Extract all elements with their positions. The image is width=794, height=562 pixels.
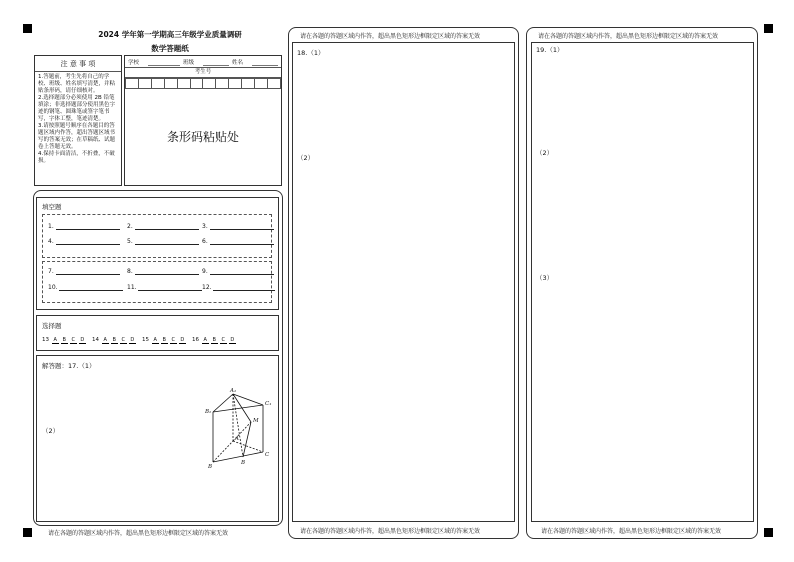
question-label: 18.（1） — [297, 49, 325, 57]
choice-question[interactable]: 15 A B C D — [142, 337, 185, 343]
fill-item[interactable]: 8. — [127, 268, 199, 275]
page-subtitle: 数学答题纸 — [151, 44, 189, 53]
positioning-mark — [23, 24, 32, 33]
figure-label: B — [208, 464, 213, 470]
choice-question[interactable]: 13 A B C D — [42, 337, 85, 343]
class-label: 班级 — [183, 59, 195, 66]
fill-item[interactable]: 11. — [127, 284, 202, 291]
notice-item: 4.保持卡面清洁，不折叠，不破损。 — [38, 151, 115, 164]
solve-part-2: （2） — [42, 427, 60, 435]
positioning-mark — [764, 528, 773, 537]
question-label: 19.（1） — [536, 46, 564, 54]
notice-item: 2.选择题部分必须使用 2B 铅笔填涂；非选择题部分使用黑色字迹的钢笔、圆珠笔或签字笔书写，字体工整，笔迹清楚。 — [38, 95, 116, 122]
name-label: 姓名 — [232, 59, 244, 66]
fill-item[interactable]: 10. — [48, 284, 123, 291]
figure-label: A₁ — [230, 388, 237, 394]
choice-section-title: 选择题 — [42, 322, 62, 330]
fill-section-title: 填空题 — [42, 203, 62, 211]
fill-section — [36, 197, 279, 310]
fill-item[interactable]: 4. — [48, 238, 120, 245]
notice-item: 3.请按照题号顺序在各题目的答题区域内作答，超出答题区域书写的答案无效；在草稿纸、试题卷上答题无效。 — [38, 123, 116, 150]
exam-number-label: 考生号 — [125, 68, 281, 78]
fill-item[interactable]: 12. — [202, 284, 275, 291]
page-title: 2024 学年第一学期高三年级学业质量调研 — [98, 30, 242, 39]
warning-text: 请在各题的答题区域内作答，超出黑色矩形边框限定区域的答案无效 — [300, 528, 481, 535]
warning-text: 请在各题的答题区域内作答，超出黑色矩形边框限定区域的答案无效 — [48, 530, 229, 537]
notice-item: 1.答题前，考生先将自己的学校、班级、姓名填写清楚，并粘贴条形码，请仔细核对。 — [38, 74, 116, 94]
notice-title: 注 意 事 项 — [35, 56, 121, 72]
prism-figure — [203, 386, 275, 470]
choice-question[interactable]: 16 A B C D — [192, 337, 235, 343]
fill-item[interactable]: 7. — [48, 268, 120, 275]
answer-area-19[interactable] — [531, 42, 754, 522]
figure-label: A — [235, 436, 239, 442]
fill-item[interactable]: 9. — [202, 268, 274, 275]
question-part: （2） — [297, 154, 315, 162]
barcode-area: 条形码粘贴处 — [166, 130, 239, 144]
fill-item[interactable]: 6. — [202, 238, 274, 245]
school-label: 学校 — [128, 59, 140, 66]
choice-row — [42, 337, 237, 344]
question-part: （3） — [536, 274, 554, 282]
answer-area-18[interactable] — [292, 42, 515, 522]
solve-section[interactable] — [36, 355, 279, 522]
fill-item[interactable]: 5. — [127, 238, 199, 245]
positioning-mark — [23, 528, 32, 537]
warning-text: 请在各题的答题区域内作答，超出黑色矩形边框限定区域的答案无效 — [538, 33, 719, 40]
choice-section — [36, 315, 279, 351]
notice-box — [34, 55, 122, 186]
figure-label: M — [253, 418, 259, 424]
fill-item[interactable]: 2. — [127, 223, 199, 230]
question-part: （2） — [536, 149, 554, 157]
fill-item[interactable]: 3. — [202, 223, 274, 230]
student-info-box — [124, 55, 282, 186]
figure-label: C₁ — [265, 401, 272, 407]
figure-label: B₁ — [205, 409, 212, 415]
positioning-mark — [764, 24, 773, 33]
fill-group-1 — [42, 214, 272, 258]
figure-label: B — [241, 460, 246, 466]
warning-text: 请在各题的答题区域内作答，超出黑色矩形边框限定区域的答案无效 — [541, 528, 722, 535]
choice-question[interactable]: 14 A B C D — [92, 337, 135, 343]
figure-label: C — [265, 452, 270, 458]
school-field[interactable] — [148, 57, 180, 66]
warning-text: 请在各题的答题区域内作答，超出黑色矩形边框限定区域的答案无效 — [300, 33, 481, 40]
fill-item[interactable]: 1. — [48, 223, 120, 230]
solve-section-title: 解答题：17.（1） — [42, 362, 96, 370]
class-field[interactable] — [203, 57, 229, 66]
name-field[interactable] — [252, 57, 278, 66]
